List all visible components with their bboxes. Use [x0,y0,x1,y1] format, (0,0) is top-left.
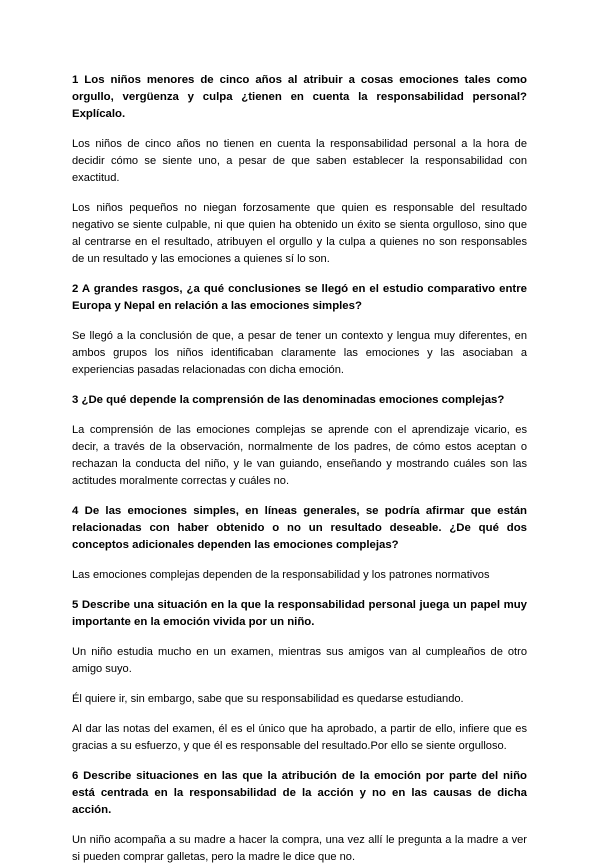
question-6: 6 Describe situaciones en las que la atribución de la emoción por parte del niño está centrada en la responsabilidad de la acción y no en las causas de dicha acción. [72,770,527,816]
answer-6-1: Un niño acompaña a su madre a hacer la compra, una vez allí le pregunta a la madre a ver si pueden comprar galletas, pero la madre le dice que no. [72,834,527,863]
document-page [72,72,527,866]
question-4: 4 De las emociones simples, en líneas generales, se podría afirmar que están relacionadas con haber obtenido o no un resultado deseable. ¿De qué dos conceptos adicionales dependen las emociones complejas? [72,505,527,551]
question-3: 3 ¿De qué depende la comprensión de las denominadas emociones complejas? [72,394,505,406]
answer-5-1: Un niño estudia mucho en un examen, mientras sus amigos van al cumpleaños de otro amigo suyo. [72,646,527,675]
question-5: 5 Describe una situación en la que la responsabilidad personal juega un papel muy importante en la emoción vivida por un niño. [72,599,527,628]
answer-2-1: Se llegó a la conclusión de que, a pesar de tener un contexto y lengua muy diferentes, en ambos grupos los niños identificaban claramente las emociones y las asociaban a experiencias pasadas relacionadas con dicha emoción. [72,330,527,376]
question-2: 2 A grandes rasgos, ¿a qué conclusiones se llegó en el estudio comparativo entre Europa y Nepal en relación a las emociones simples? [72,283,527,312]
answer-1-2: Los niños pequeños no niegan forzosamente que quien es responsable del resultado negativo se siente culpable, ni que quien ha obtenido un éxito se sienta orgulloso, sino que al centrarse en el resultado, atribuyen el orgullo y la culpa a quienes no son responsables de un resultado y las emociones a quienes sí lo son. [72,202,527,265]
answer-3-1: La comprensión de las emociones complejas se aprende con el aprendizaje vicario, es decir, a través de la observación, normalmente de los padres, de cómo estos aceptan o rechazan la conducta del niño, y le van guiando, enseñando y mostrando cuáles son las actitudes moralmente correctas y cuáles no. [72,424,527,487]
answer-5-2: Él quiere ir, sin embargo, sabe que su responsabilidad es quedarse estudiando. [72,693,464,705]
answer-1-1: Los niños de cinco años no tienen en cuenta la responsabilidad personal a la hora de decidir cómo se siente uno, a pesar de que saben establecer la responsabilidad con exactitud. [72,138,527,184]
question-1: 1 Los niños menores de cinco años al atribuir a cosas emociones tales como orgullo, vergüenza y culpa ¿tienen en cuenta la responsabilidad personal? Explícalo. [72,74,527,120]
answer-5-3: Al dar las notas del examen, él es el único que ha aprobado, a partir de ello, infiere que es gracias a su esfuerzo, y que él es responsable del resultado.Por ello se siente orgulloso. [72,723,527,752]
answer-4-1: Las emociones complejas dependen de la responsabilidad y los patrones normativos [72,569,490,581]
